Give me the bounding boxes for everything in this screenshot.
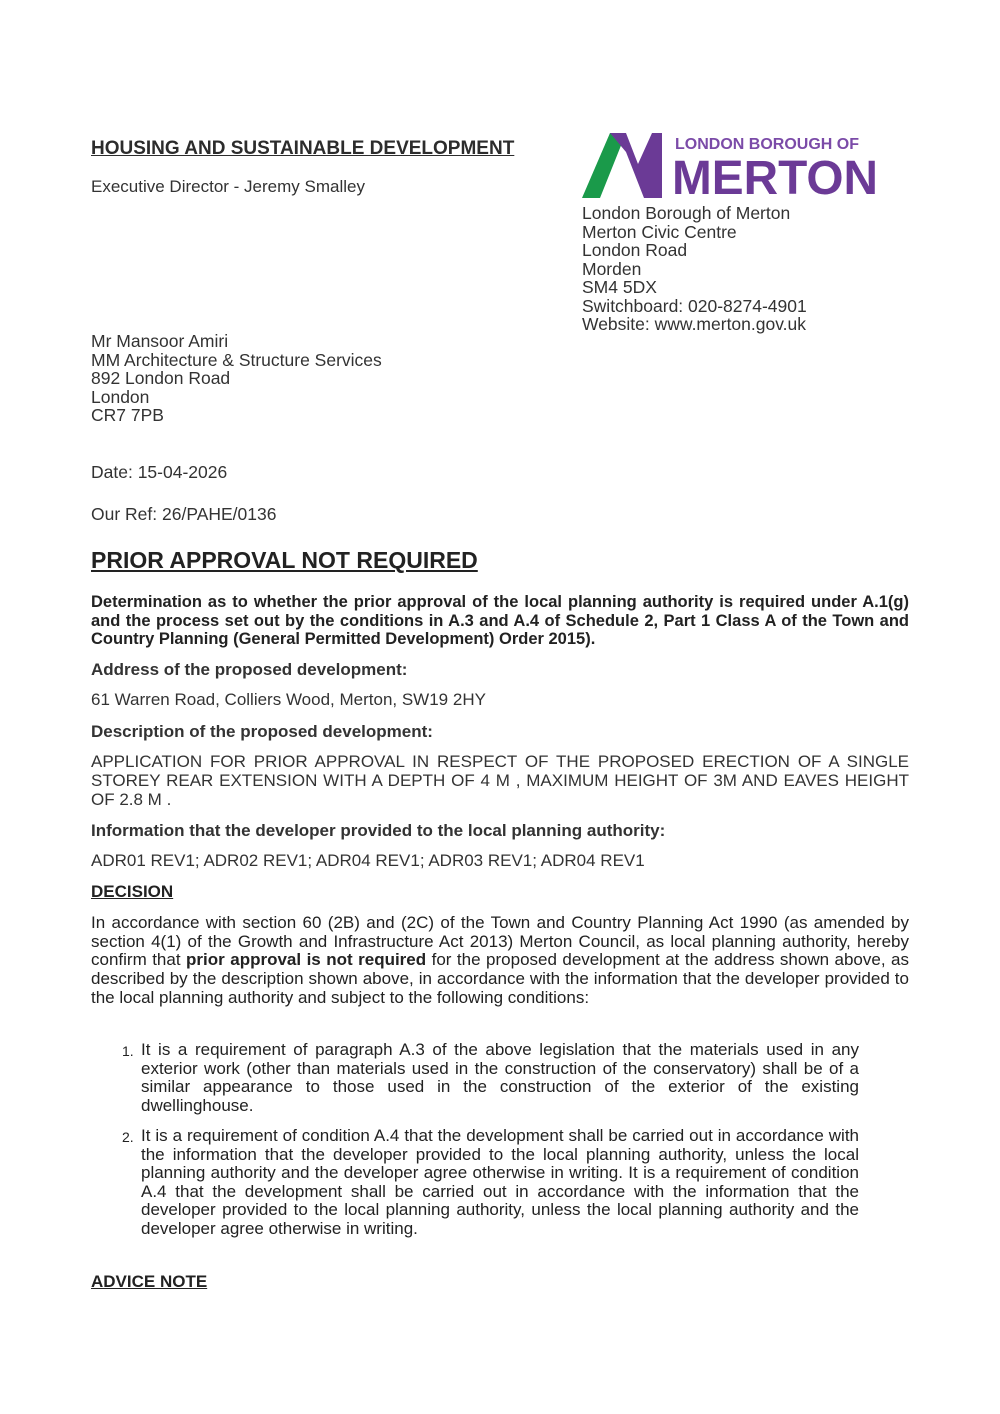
- advice-note-heading: ADVICE NOTE: [91, 1272, 208, 1291]
- information-heading: Information that the developer provided to the local planning authority:: [91, 821, 666, 840]
- merton-logo: [582, 130, 882, 202]
- condition-item: [122, 1126, 859, 1238]
- recipient-line: 892 London Road: [91, 368, 231, 388]
- council-address-line: Morden: [582, 258, 642, 279]
- recipient-line: MM Architecture & Structure Services: [91, 349, 382, 370]
- condition-item: [122, 1040, 859, 1115]
- recipient-line: CR7 7PB: [91, 405, 164, 425]
- logo-line1: LONDON BOROUGH OF: [675, 136, 859, 153]
- executive-director: Executive Director - Jeremy Smalley: [91, 177, 365, 196]
- recipient-line: Mr Mansoor Amiri: [91, 331, 229, 351]
- determination-paragraph: Determination as to whether the prior approval of the local planning authority is required under A.1(g) and the process set out by the conditions in A.3 and A.4 of Schedule 2, Part 1 Class A of the Town and Country Planning (General Permitted Development) Order 2015).: [91, 593, 909, 648]
- decision-heading: DECISION: [91, 882, 174, 901]
- council-address: [582, 204, 807, 334]
- description-heading: Description of the proposed development:: [91, 722, 433, 741]
- decision-paragraph: [91, 914, 909, 1008]
- condition-text: It is a requirement of condition A.4 that the development shall be carried out in accordance with the information that the developer provided to the local planning authority, unless the local planning authority and the developer agree otherwise in writing. It is a requirement of condition A.4 that the development shall be carried out in accordance with the information that the developer provided to the local planning authority, unless the local planning authority and the developer agree otherwise in writing.: [141, 1126, 859, 1238]
- council-address-line: SM4 5DX: [582, 277, 657, 297]
- logo-line2: MERTON: [672, 152, 878, 202]
- department-heading: HOUSING AND SUSTAINABLE DEVELOPMENT: [91, 138, 515, 159]
- condition-number: 1.: [122, 1043, 134, 1059]
- website: Website: www.merton.gov.uk: [582, 314, 807, 334]
- address-value: 61 Warren Road, Colliers Wood, Merton, SW19 2HY: [91, 690, 486, 709]
- decision-text-1: In accordance with section 60 (2B) and (2C) of the Town and Country Planning Act 1990 (as amended by section 4(1) of the Growth and Infrastructure Act 2013) Merton Council, as local planning authority, hereby confirm that: [91, 913, 909, 970]
- conditions-list: [122, 1040, 859, 1250]
- recipient-line: London: [91, 386, 150, 407]
- letter-date: Date: 15-04-2026: [91, 462, 228, 482]
- council-address-line: London Borough of Merton: [582, 203, 791, 223]
- address-heading: Address of the proposed development:: [91, 660, 408, 679]
- condition-number: 2.: [122, 1129, 134, 1145]
- decision-emphasis: prior approval is not required: [186, 950, 427, 970]
- council-address-line: London Road: [582, 240, 688, 260]
- switchboard: Switchboard: 020-8274-4901: [582, 295, 807, 316]
- information-value: ADR01 REV1; ADR02 REV1; ADR04 REV1; ADR03 REV1; ADR04 REV1: [91, 851, 645, 870]
- condition-text: It is a requirement of paragraph A.3 of the above legislation that the materials used in any exterior work (other than materials used in the construction of the conservatory) shall be of a similar appearance to those used in the construction of the exterior of the existing dwellinghouse.: [141, 1040, 859, 1115]
- council-address-line: Merton Civic Centre: [582, 221, 737, 242]
- decision-text-2: for the proposed development at the address shown above, as described by the description shown above, in accordance with the information that the developer provided to the local planning authority and subject to the following conditions:: [91, 950, 909, 1007]
- reference-number: Our Ref: 26/PAHE/0136: [91, 504, 277, 524]
- page-title: PRIOR APPROVAL NOT REQUIRED: [91, 547, 478, 573]
- description-value: APPLICATION FOR PRIOR APPROVAL IN RESPECT OF THE PROPOSED ERECTION OF A SINGLE STOREY REAR EXTENSION WITH A DEPTH OF 4 M , MAXIMUM HEIGHT OF 3M AND EAVES HEIGHT OF 2.8 M .: [91, 752, 909, 809]
- recipient-address: [91, 332, 382, 425]
